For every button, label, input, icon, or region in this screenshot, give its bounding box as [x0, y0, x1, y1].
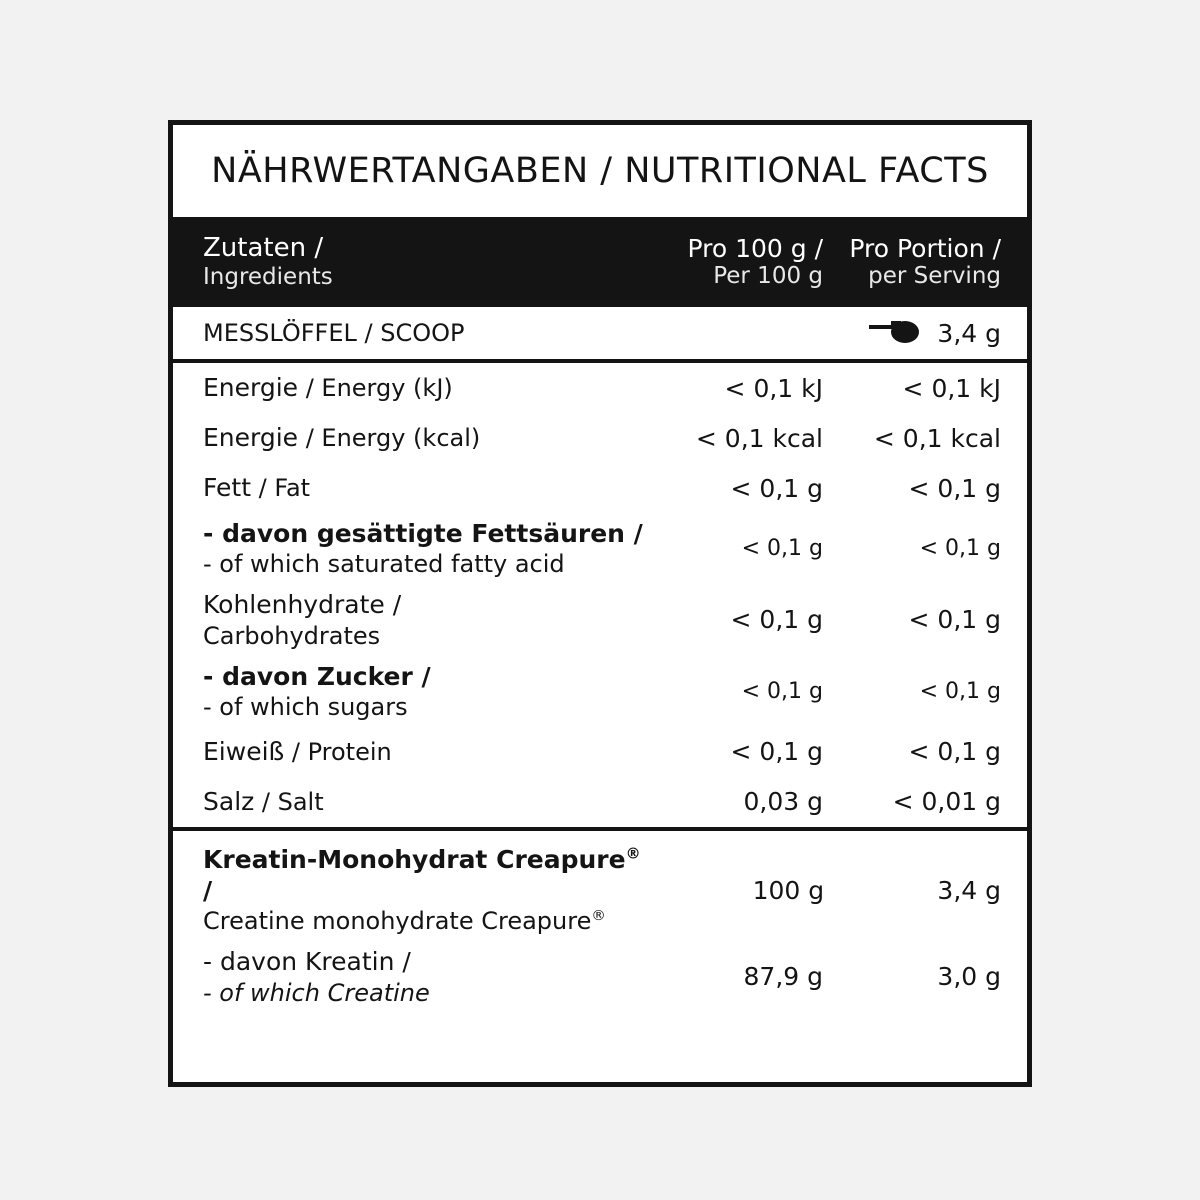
header-per100g-de: Pro 100 g / [687, 233, 823, 263]
table-row [173, 727, 1027, 777]
header-ingredients-de: Zutaten / [203, 233, 324, 264]
row-label-de: Kohlenhydrate / [203, 590, 402, 620]
panel-title-row [173, 125, 1027, 217]
row-label-de: Salz [203, 787, 255, 817]
row-value-per-100g: < 0,1 kcal [695, 423, 823, 453]
table-row [173, 656, 1027, 727]
row-value-per-serving: < 0,1 g [908, 737, 1001, 767]
scoop-serving-cell [831, 316, 1009, 350]
header-ingredients-en: Ingredients [203, 263, 333, 290]
table-header [173, 217, 1027, 307]
row-label [203, 656, 653, 727]
header-col-ingredients [203, 233, 653, 291]
scoop-row [173, 307, 1027, 363]
header-col-per-100g [653, 234, 831, 291]
row-value-per-serving: < 0,1 g [919, 678, 1001, 704]
row-value-per-100g: < 0,1 g [741, 678, 823, 704]
row-label-de: - davon Zucker / [203, 661, 431, 691]
row-value-per-100g: < 0,1 g [730, 737, 823, 767]
row-label-de: Eiweiß [203, 737, 285, 767]
row-value-per-100g: 0,03 g [743, 787, 823, 817]
row-value-per-100g: < 0,1 kJ [724, 373, 823, 403]
table-row [173, 463, 1027, 513]
row-value-per-serving: < 0,1 g [919, 536, 1001, 562]
row-label [203, 513, 653, 584]
row-label [203, 839, 655, 942]
header-per100g-en: Per 100 g [713, 263, 823, 290]
row-label-en: / Protein [284, 738, 392, 767]
row-label [203, 731, 653, 772]
row-value-per-100g: 87,9 g [743, 962, 823, 992]
row-label-en: / Salt [254, 788, 324, 817]
table-row [173, 777, 1027, 827]
header-serving-de: Pro Portion / [849, 233, 1001, 263]
row-label [203, 417, 653, 458]
row-label-de: Fett [203, 473, 251, 503]
header-serving-en: per Serving [868, 263, 1001, 290]
row-label-de: - davon Kreatin / [203, 947, 411, 977]
row-label [203, 367, 653, 408]
table-row [173, 363, 1027, 413]
header-col-per-serving [831, 234, 1009, 291]
row-label [203, 467, 653, 508]
table-row [173, 513, 1027, 584]
row-value-per-100g: < 0,1 g [730, 473, 823, 503]
row-label-en: / Energy (kJ) [298, 374, 453, 403]
row-value-per-serving: 3,0 g [937, 962, 1001, 992]
scoop-label: MESSLÖFFEL / SCOOP [203, 319, 465, 347]
table-row [173, 584, 1027, 655]
scoop-icon [867, 316, 925, 350]
row-value-per-serving: < 0,1 kJ [902, 373, 1001, 403]
scoop-serving-value: 3,4 g [937, 318, 1001, 348]
row-value-per-serving: < 0,1 kcal [873, 423, 1001, 453]
table-row [173, 941, 1027, 1012]
row-label-en: Creatine monohydrate Creapure® [203, 907, 606, 936]
row-value-per-100g: 100 g [752, 875, 825, 905]
table-row [173, 413, 1027, 463]
row-label-de: Kreatin-Monohydrat Creapure® / [203, 844, 641, 905]
row-label-en: - of which saturated fatty acid [203, 550, 565, 579]
row-label-de: Energie [203, 373, 299, 403]
row-value-per-serving: < 0,01 g [892, 787, 1001, 817]
row-label-en: / Energy (kcal) [298, 424, 481, 453]
nutrition-facts-panel [168, 120, 1032, 1087]
row-label [203, 941, 653, 1012]
row-label [203, 584, 653, 655]
row-label-en: / Fat [251, 474, 311, 503]
nutrition-rows [173, 363, 1027, 827]
row-label-de: - davon gesättigte Fettsäuren / [203, 519, 643, 548]
row-label-en: Carbohydrates [203, 621, 381, 650]
creatine-rows [173, 839, 1027, 1013]
row-value-per-serving: 3,4 g [937, 875, 1001, 905]
row-label-en: - of which sugars [203, 692, 408, 721]
row-label-de: Energie [203, 423, 299, 453]
row-value-per-100g: < 0,1 g [741, 536, 823, 562]
row-label-en: - of which Creatine [203, 978, 430, 1007]
page-title: NÄHRWERTANGABEN / NUTRITIONAL FACTS [211, 151, 989, 191]
row-label [203, 781, 653, 822]
table-row [173, 839, 1027, 942]
row-value-per-serving: < 0,1 g [908, 473, 1001, 503]
row-value-per-serving: < 0,1 g [908, 605, 1001, 635]
row-value-per-100g: < 0,1 g [730, 605, 823, 635]
